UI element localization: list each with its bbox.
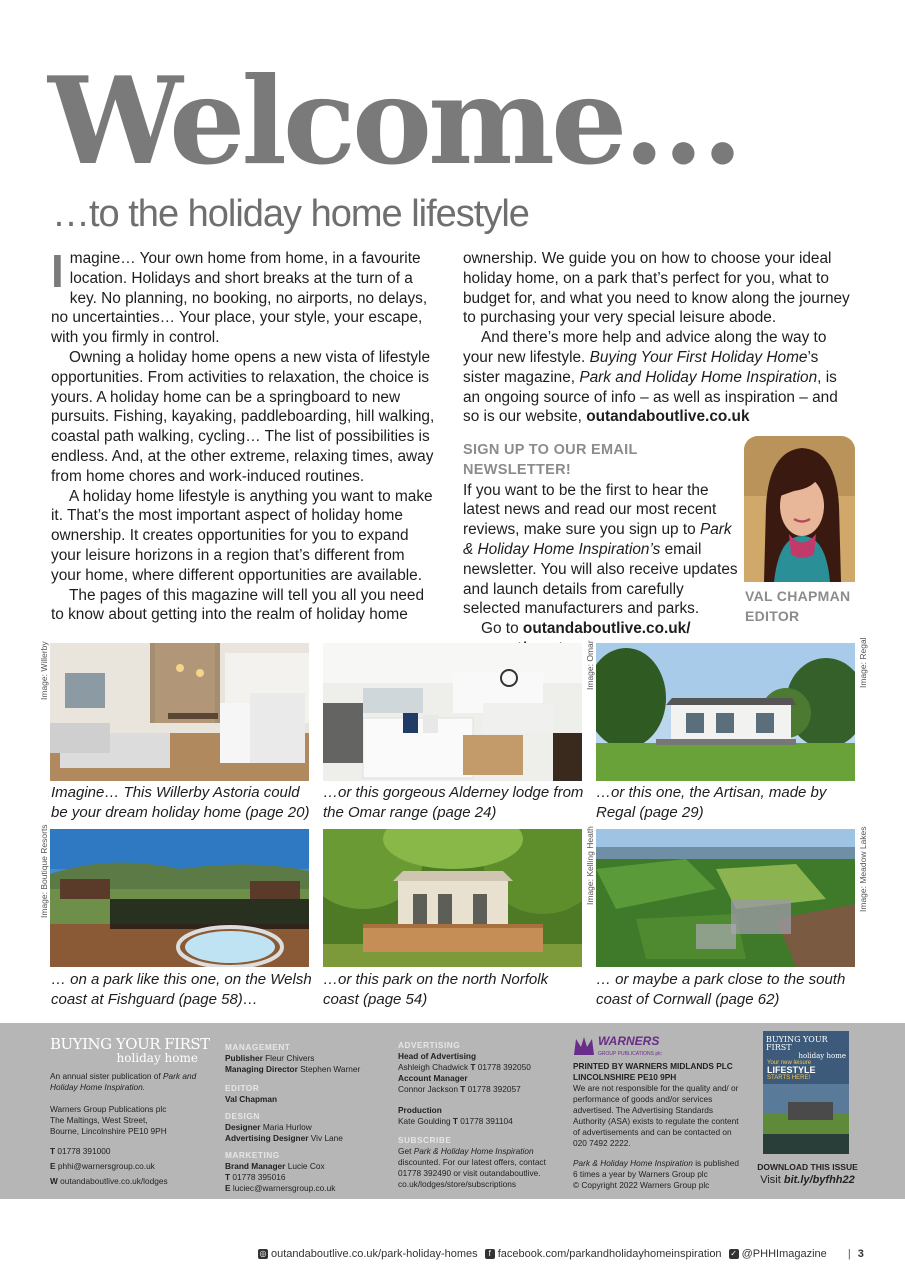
section-heading: ADVERTISING <box>398 1040 461 1050</box>
photo-kelling-heath <box>323 829 582 967</box>
twitter-icon: ✓ <box>730 1249 737 1259</box>
social-links-bar <box>258 1248 864 1260</box>
editor-credit <box>745 586 850 626</box>
newsletter-text: If you want to be the first to hear the latest news and read our most recent reviews, make sure you sign up to Park & Holiday Home Inspiration’s email newsletter. You will also receive updates and launch details from carefully selected manufacturers and parks. <box>463 481 738 618</box>
photo-credit: Image: Omar <box>585 640 595 690</box>
article-paragraph: And there’s more help and advice along the way to your new lifestyle. Buying Your First Holiday Home’s sister magazine, Park and Holiday Home Inspiration, is an ongoing source of info – as well as inspiration – and so is our website, outandaboutlive.co.uk <box>463 329 838 426</box>
article-paragraph: Imagine… Your own home from home, in a favourite location. Holidays and short breaks at the turn of a key. No planning, no booking, no airports, no delays, no uncertainties… Your place, your style, your escape, with you firmly in control. <box>51 245 428 347</box>
photo-caption: …or this gorgeous Alderney lodge from the Omar range (page 24) <box>323 784 584 821</box>
page-separator: | <box>847 1248 851 1261</box>
dropcap: I <box>51 245 64 297</box>
facebook-icon: f <box>485 1249 495 1259</box>
editor-role: EDITOR <box>745 608 800 624</box>
website-link[interactable]: outandaboutlive.co.uk <box>586 408 750 426</box>
footer-publisher-info <box>50 1037 210 1187</box>
section-heading: MARKETING <box>225 1150 280 1160</box>
section-heading: SUBSCRIBE <box>398 1135 452 1145</box>
download-link[interactable]: Visit bit.ly/byfhh22 <box>760 1174 855 1186</box>
photo-credit: Image: Willerby <box>39 641 49 700</box>
article-paragraph: The pages of this magazine will tell you all you need to know about getting into the realm of holiday home <box>51 586 425 624</box>
annual-note: An annual sister publication of Park and Holiday Home Inspiration. <box>50 1071 197 1092</box>
photo-caption: …or this park on the north Norfolk coast (page 54) <box>323 971 549 1008</box>
address-line: The Maltings, West Street, <box>50 1115 148 1125</box>
page-subtitle: …to the holiday home lifestyle <box>52 193 529 235</box>
photo-willerby-interior <box>50 643 309 781</box>
facebook-link[interactable]: facebook.com/parkandholidayhomeinspiration <box>497 1248 722 1261</box>
contact-web[interactable]: W outandaboutlive.co.uk/lodges <box>50 1176 168 1186</box>
magazine-cover[interactable]: BUYING YOUR FIRST holiday home Your new leisure LIFESTYLE STARTS HERE! <box>763 1031 849 1154</box>
photo-credit: Image: Meadow Lakes <box>858 826 868 912</box>
photo-caption: …or this one, the Artisan, made by Regal (page 29) <box>596 784 827 821</box>
twitter-link[interactable]: @PHHImagazine <box>741 1248 827 1261</box>
newsletter-cta: Go to outandaboutlive.co.uk/ <box>463 619 738 659</box>
newsletter-heading: SIGN UP TO OUR EMAIL NEWSLETTER! <box>463 442 638 478</box>
photo-credit: Image: Kelling Heath <box>585 826 595 905</box>
editor-name: VAL CHAPMAN <box>745 588 851 604</box>
page-number: 3 <box>857 1248 864 1261</box>
newsletter-signup-link[interactable]: outandaboutlive.co.uk/ <box>522 620 691 638</box>
photo-omar-lounge <box>323 643 582 781</box>
photo-caption: Imagine… This Willerby Astoria could be your dream holiday home (page 20) <box>51 784 310 821</box>
newsletter-box <box>463 441 738 659</box>
article-paragraph: A holiday home lifestyle is anything you want to make it. That’s the most important aspect of holiday home ownership. It creates opportunities for you to expand your leisure horizons in a region that’s different from your home, where different opportunities are available. <box>51 487 433 584</box>
section-heading: DESIGN <box>225 1111 260 1121</box>
article-paragraph: Owning a holiday home opens a new vista of lifestyle opportunities. From activities to relaxation, the choice is yours. A holiday home can be a springboard to new pursuits. Fishing, kayaking, paddleboarding, hill walking, coastal path walking, cycling… The list of possibilities is endless. And, at the other extreme, relaxing times, away from home chores and work-induced routines. <box>51 348 435 485</box>
footer-printer: WARNERS GROUP PUBLICATIONS plc PRINTED BY WARNERS MIDLANDS PLC LINCOLNSHIRE PE10 9PH We are not responsible for the quality and/ or performance of goods and/or services advertised. The Advertising Standards Authority (ASA) exists to regulate the content of advertisements and can be contacted on 020 7492 2222. Park & Holiday Home Inspiration is published 6 times a year by Warners Group plc © Copyright 2022 Warners Group plc <box>573 1035 743 1191</box>
section-heading: EDITOR <box>225 1083 260 1093</box>
magazine-logo-sub: holiday home <box>116 1051 198 1065</box>
article-right-column <box>463 249 853 427</box>
contact-phone: T 01778 391000 <box>50 1146 111 1156</box>
subscribe-text: Get Park & Holiday Home Inspiration discounted. For our latest offers, contact 01778 392490 or visit outandaboutlive. co.uk/lodges/store/subscriptions <box>398 1146 546 1189</box>
address-line: Bourne, Lincolnshire PE10 9PH <box>50 1126 167 1136</box>
photo-boutique-hottub <box>50 829 309 967</box>
photo-caption: … on a park like this one, on the Welsh coast at Fishguard (page 58)… <box>51 971 312 1008</box>
address-line: Warners Group Publications plc <box>50 1104 167 1114</box>
website-icon: ◎ <box>259 1249 267 1259</box>
footer-advertising: ADVERTISING Head of Advertising Ashleigh Chadwick T 01778 392050 Account Manager Connor Jackson T 01778 392057 Production Kate Goulding T 01778 391104 SUBSCRIBE Get Park & Holiday Home Inspiration discounted. For our latest offers, contact 01778 392490 or visit outandaboutlive. co.uk/lodges/store/subscriptions <box>398 1037 558 1190</box>
magazine-logo: BUYING YOUR FIRST <box>50 1035 210 1053</box>
photo-meadow-lakes <box>596 829 855 967</box>
article-paragraph: ownership. We guide you on how to choose your ideal holiday home, on a park that’s perfect for you, what to budget for, and what you need to know along the journey to purchasing your very special leisure abode. <box>463 250 850 327</box>
contact-email[interactable]: E phhi@warnersgroup.co.uk <box>50 1161 155 1171</box>
page-title: Welcome… <box>48 51 740 192</box>
article-left-column <box>51 245 435 625</box>
cover-photo <box>763 1084 849 1154</box>
photo-credit: Image: Regal <box>858 637 868 688</box>
download-issue: DOWNLOAD THIS ISSUE Visit bit.ly/byfhh22 <box>745 1162 870 1186</box>
photo-credit: Image: Boutique Resorts <box>39 824 49 918</box>
footer-staff: MANAGEMENT Publisher Fleur Chivers Managing Director Stephen Warner EDITOR Val Chapman DESIGN Designer Maria Hurlow Advertising Designer Viv Lane MARKETING Brand Manager Lucie Cox T 01778 395016 E luciec@warnersgroup.co.uk <box>225 1039 385 1194</box>
warners-logo: WARNERS GROUP PUBLICATIONS plc <box>573 1035 743 1059</box>
masthead-footer <box>0 1023 905 1199</box>
editor-photo <box>744 436 855 582</box>
warners-crown-icon <box>573 1035 595 1057</box>
section-heading: MANAGEMENT <box>225 1042 291 1052</box>
photo-regal-artisan <box>596 643 855 781</box>
website-link[interactable]: outandaboutlive.co.uk/park-holiday-homes <box>271 1248 478 1261</box>
photo-caption: … or maybe a park close to the south coast of Cornwall (page 62) <box>596 971 846 1008</box>
